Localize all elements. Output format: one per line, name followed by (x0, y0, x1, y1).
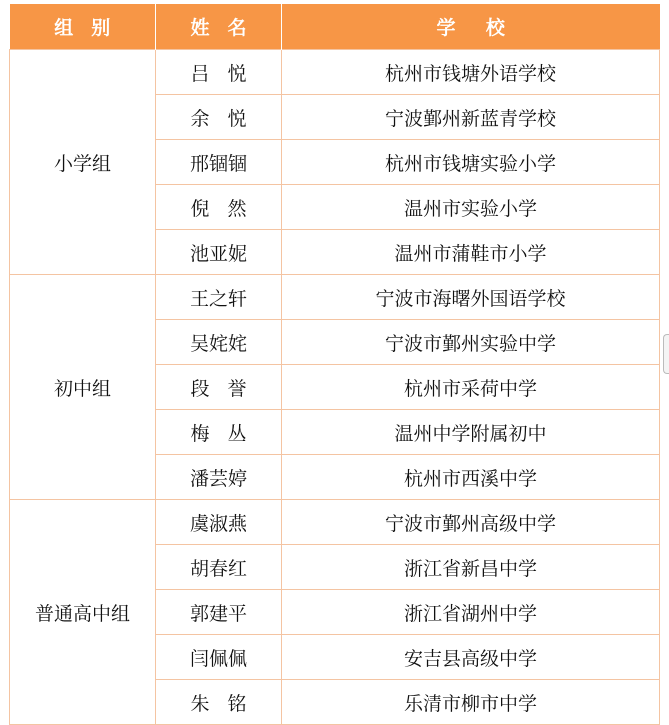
header-school (282, 4, 660, 50)
student-name: 段誉 (190, 377, 265, 400)
school-cell (282, 410, 660, 455)
school-cell (282, 455, 660, 500)
table-row (10, 275, 660, 320)
school-name: 安吉县高级中学 (403, 647, 537, 670)
school-name: 宁波鄞州新蓝青学校 (384, 107, 556, 130)
school-name: 杭州市钱塘实验小学 (384, 152, 556, 175)
header-school-label: 学校 (436, 17, 536, 39)
school-cell (282, 320, 660, 365)
school-name: 宁波市鄞州高级中学 (384, 512, 556, 535)
student-name: 邢锢锢 (189, 152, 247, 175)
school-name: 宁波市鄞州实验中学 (384, 332, 556, 355)
group-label: 初中组 (53, 377, 111, 400)
student-name: 倪然 (190, 197, 265, 220)
name-cell (156, 545, 282, 590)
student-name: 梅丛 (190, 422, 265, 445)
school-cell (282, 140, 660, 185)
header-group-label: 组别 (54, 17, 129, 39)
student-name: 虞淑燕 (189, 512, 247, 535)
school-cell (282, 95, 660, 140)
school-name: 杭州市西溪中学 (403, 467, 537, 490)
name-cell (156, 320, 282, 365)
school-cell (282, 275, 660, 320)
school-cell (282, 230, 660, 275)
header-name (156, 4, 282, 50)
school-cell (282, 590, 660, 635)
name-cell (156, 635, 282, 680)
school-name: 温州中学附属初中 (394, 422, 547, 445)
name-cell (156, 455, 282, 500)
roster-table (9, 4, 660, 725)
school-name: 温州市蒲鞋市小学 (394, 242, 547, 265)
school-cell (282, 680, 660, 725)
school-cell (282, 365, 660, 410)
name-cell (156, 50, 282, 95)
student-name: 胡春红 (189, 557, 247, 580)
school-cell (282, 635, 660, 680)
student-name: 朱铭 (190, 692, 265, 715)
student-name: 闫佩佩 (189, 647, 247, 670)
school-name: 杭州市采荷中学 (403, 377, 537, 400)
name-cell (156, 275, 282, 320)
group-cell (10, 275, 156, 500)
roster-body (10, 50, 660, 725)
school-cell (282, 50, 660, 95)
name-cell (156, 680, 282, 725)
school-name: 浙江省湖州中学 (403, 602, 537, 625)
school-cell (282, 185, 660, 230)
group-label: 小学组 (53, 152, 111, 175)
student-name: 吴姹姹 (189, 332, 247, 355)
school-name: 浙江省新昌中学 (403, 557, 537, 580)
name-cell (156, 185, 282, 230)
name-cell (156, 230, 282, 275)
table-row (10, 50, 660, 95)
scroll-handle[interactable] (663, 334, 669, 374)
name-cell (156, 140, 282, 185)
student-name: 郭建平 (189, 602, 247, 625)
table-row (10, 500, 660, 545)
name-cell (156, 410, 282, 455)
name-cell (156, 365, 282, 410)
student-name: 王之轩 (189, 287, 247, 310)
group-cell (10, 500, 156, 725)
name-cell (156, 500, 282, 545)
group-label: 普通高中组 (34, 602, 130, 625)
school-name: 宁波市海曙外国语学校 (375, 287, 566, 310)
header-name-label: 姓名 (190, 17, 265, 39)
student-name: 池亚妮 (189, 242, 247, 265)
header-group (10, 4, 156, 50)
student-name: 吕悦 (190, 62, 265, 85)
name-cell (156, 95, 282, 140)
name-cell (156, 590, 282, 635)
school-cell (282, 545, 660, 590)
school-name: 温州市实验小学 (403, 197, 537, 220)
group-cell (10, 50, 156, 275)
school-cell (282, 500, 660, 545)
header-row (10, 4, 660, 50)
school-name: 乐清市柳市中学 (403, 692, 537, 715)
student-name: 余悦 (190, 107, 265, 130)
school-name: 杭州市钱塘外语学校 (384, 62, 556, 85)
student-name: 潘芸婷 (189, 467, 247, 490)
